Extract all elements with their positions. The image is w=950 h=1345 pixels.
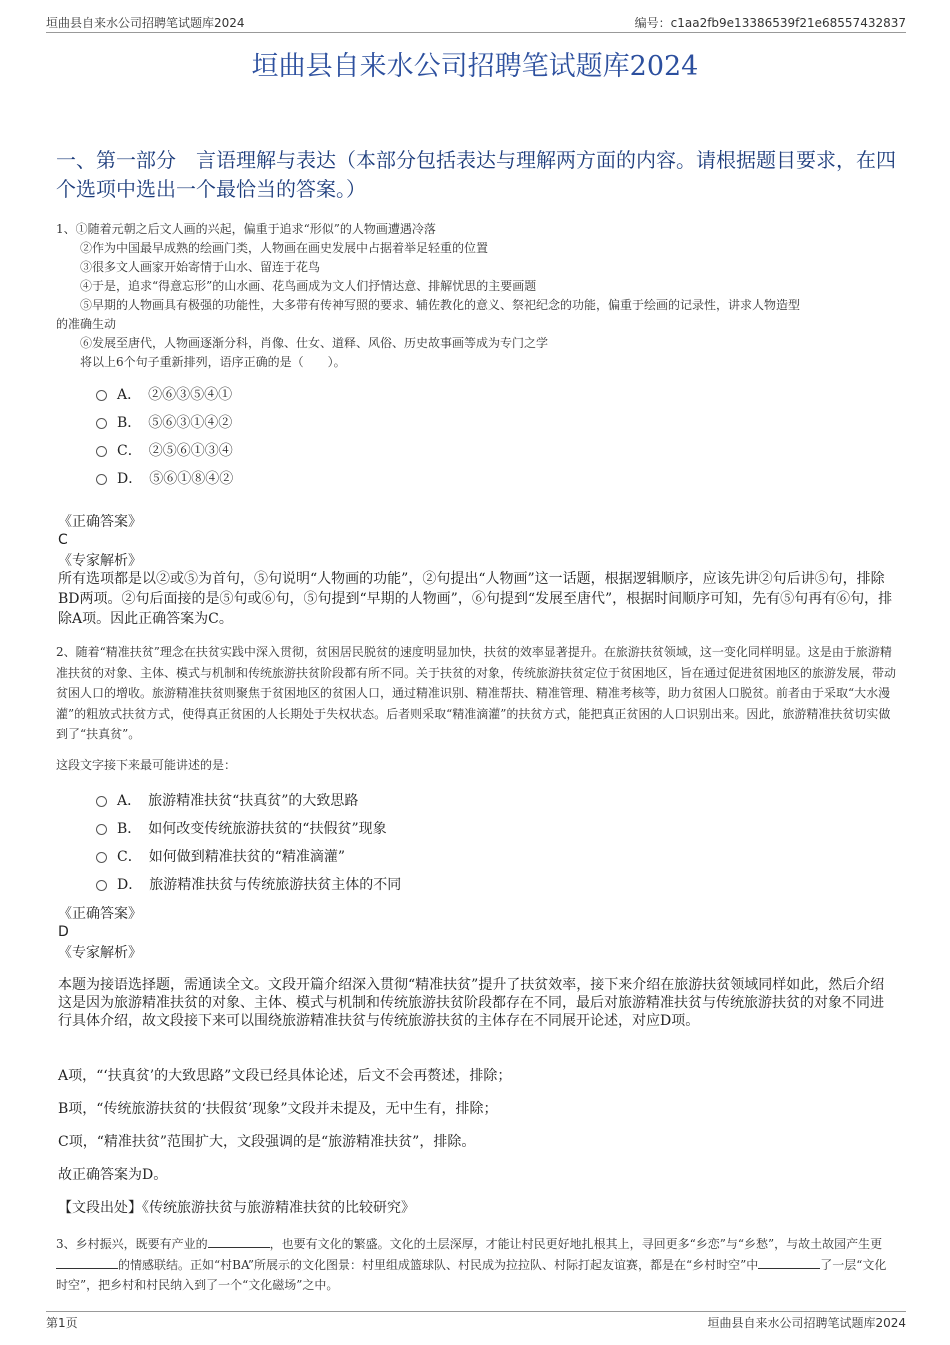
section-heading: 一、第一部分 言语理解与表达（本部分包括表达与理解两方面的内容。请根据题目要求，在四个选项中选出一个最恰当的答案。） bbox=[56, 148, 896, 201]
footer-page-number: 第1页 bbox=[46, 1316, 78, 1330]
radio-icon[interactable] bbox=[96, 796, 107, 807]
header-doc-title: 垣曲县自来水公司招聘笔试题库2024 bbox=[46, 16, 245, 30]
q1-line: ⑥发展至唐代，人物画逐渐分科，肖像、仕女、道释、风俗、历史故事画等成为专门之学 bbox=[80, 336, 549, 350]
q1-option-a[interactable] bbox=[96, 384, 232, 404]
radio-icon[interactable] bbox=[96, 852, 107, 863]
q3-blank-1[interactable] bbox=[208, 1235, 270, 1248]
q2-answer-label: 《正确答案》 bbox=[58, 906, 142, 922]
q1-prompt: 将以上6个句子重新排列，语序正确的是（ ）。 bbox=[80, 355, 346, 369]
q1-answer-label: 《正确答案》 bbox=[58, 514, 142, 530]
q1-option-label: D． ⑤⑥①⑧④② bbox=[117, 471, 234, 487]
q2-option-d[interactable] bbox=[96, 874, 401, 894]
question-1 bbox=[56, 220, 896, 372]
q1-option-label: B． ⑤⑥③①④② bbox=[117, 415, 233, 431]
q2-option-label: B． 如何改变传统旅游扶贫的“扶假贫”现象 bbox=[117, 821, 387, 837]
q1-option-d[interactable] bbox=[96, 468, 233, 488]
q2-question: 这段文字接下来最可能讲述的是： bbox=[56, 758, 237, 772]
q3-text: 了一层“文化时空”，把乡村和村民纳入到了一个“文化磁场”之中。 bbox=[56, 1257, 887, 1292]
q1-line: 的准确生动 bbox=[56, 317, 117, 331]
q1-analysis-label: 《专家解析》 bbox=[58, 553, 142, 569]
radio-icon[interactable] bbox=[96, 390, 107, 401]
q1-line: ④于是，追求“得意忘形”的山水画、花鸟画成为文人们抒情达意、排解忧思的主要画题 bbox=[80, 279, 537, 293]
footer-rule bbox=[46, 1311, 906, 1312]
q2-source: 【文段出处】《传统旅游扶贫与旅游精准扶贫的比较研究》 bbox=[58, 1200, 415, 1216]
q2-analysis-c: C项，“精准扶贫”范围扩大，文段强调的是“旅游精准扶贫”，排除。 bbox=[58, 1134, 476, 1150]
q3-text: 的情感联结。正如“村BA”所展示的文化图景：村里组成篮球队、村民成为拉拉队、村际打起友谊赛，都是在“乡村时空”中 bbox=[118, 1257, 759, 1272]
q2-analysis-a: A项，“‘扶真贫’的大致思路”文段已经具体论述，后文不会再赘述，排除； bbox=[58, 1068, 512, 1084]
q3-text: 3、乡村振兴，既要有产业的 bbox=[56, 1237, 208, 1251]
q2-stem: 2、随着“精准扶贫”理念在扶贫实践中深入贯彻，贫困居民脱贫的速度明显加快，扶贫的效率显著提升。在旅游扶贫领域，这一变化同样明显。这是由于旅游精准扶贫的对象、主体、模式与机制和传统旅游扶贫阶段都有所不同。关于扶贫的对象，传统旅游扶贫定位于贫困地区，旨在通过促进贫困地区的旅游发展，带动贫困人口的增收。旅游精准扶贫则聚焦于贫困地区的贫困人口，通过精准识别、精准帮扶、精准管理、精准考核等，助力贫困人口脱贫。前者由于采取“大水漫灌”的粗放式扶贫方式，使得真正贫困的人长期处于失权状态。后者则采取“精准滴灌”的扶贫方式，能把真正贫困的人口识别出来。因此，旅游精准扶贫切实做到了“扶真贫”。 bbox=[56, 645, 897, 741]
q2-option-label: C． 如何做到精准扶贫的“精准滴灌” bbox=[117, 849, 346, 865]
radio-icon[interactable] bbox=[96, 446, 107, 457]
q3-blank-2[interactable] bbox=[56, 1256, 118, 1269]
q1-option-b[interactable] bbox=[96, 412, 232, 432]
q2-answer: D bbox=[58, 924, 69, 940]
q1-line: ⑤早期的人物画具有极强的功能性，大多带有传神写照的要求、辅佐教化的意义、祭祀纪念的功能，偏重于绘画的记录性，讲求人物造型 bbox=[80, 298, 801, 312]
header-code-value: c1aa2fb9e13386539f21e68557432837 bbox=[670, 16, 906, 30]
radio-icon[interactable] bbox=[96, 418, 107, 429]
header-rule bbox=[46, 32, 906, 33]
page-title: 垣曲县自来水公司招聘笔试题库2024 bbox=[251, 51, 699, 82]
q2-option-a[interactable] bbox=[96, 790, 358, 810]
q1-line: ②作为中国最早成熟的绘画门类，人物画在画史发展中占据着举足轻重的位置 bbox=[80, 241, 489, 255]
question-3 bbox=[56, 1234, 898, 1296]
q3-text: ，也要有文化的繁盛。文化的土层深厚，才能让村民更好地扎根其上，寻回更多“乡恋”与“乡愁”，与故土故园产生更 bbox=[269, 1237, 883, 1251]
q1-option-label: A． ②⑥③⑤④① bbox=[117, 387, 233, 403]
q1-option-label: C． ②⑤⑥①③④ bbox=[117, 443, 233, 459]
q2-analysis-label: 《专家解析》 bbox=[58, 945, 142, 961]
q2-analysis-b: B项，“传统旅游扶贫的‘扶假贫’现象”文段并未提及，无中生有，排除； bbox=[58, 1101, 498, 1117]
header-doc-code bbox=[635, 14, 906, 31]
q1-line: ③很多文人画家开始寄情于山水、留连于花鸟 bbox=[80, 260, 321, 274]
footer-doc-title: 垣曲县自来水公司招聘笔试题库2024 bbox=[707, 1316, 906, 1330]
q2-option-label: D． 旅游精准扶贫与传统旅游扶贫主体的不同 bbox=[117, 877, 402, 893]
q1-option-c[interactable] bbox=[96, 440, 233, 460]
q3-blank-3[interactable] bbox=[758, 1256, 820, 1269]
q2-option-b[interactable] bbox=[96, 818, 387, 838]
radio-icon[interactable] bbox=[96, 880, 107, 891]
q1-analysis: 所有选项都是以②或⑤为首句，⑤句说明“人物画的功能”，②句提出“人物画”这一话题，根据逻辑顺序，应该先讲②句后讲⑤句，排除BD两项。②句后面接的是⑤句或⑥句，⑤句提到“早期的人物画”，⑥句提到“发展至唐代”，根据时间顺序可知，先有⑤句再有⑥句，排除A项。因此正确答案为C。 bbox=[58, 571, 893, 627]
radio-icon[interactable] bbox=[96, 824, 107, 835]
q1-line: 1、①随着元朝之后文人画的兴起，偏重于追求“形似”的人物画遭遇冷落 bbox=[56, 222, 436, 236]
q2-analysis-main: 本题为接语选择题，需通读全文。文段开篇介绍深入贯彻“精准扶贫”提升了扶贫效率，接下来介绍在旅游扶贫领域同样如此，然后介绍这是因为旅游精准扶贫的对象、主体、模式与机制和传统旅游扶贫阶段都存在不同，最后对旅游精准扶贫与传统旅游扶贫的对象不同进行具体介绍，故文段接下来可以围绕旅游精准扶贫与传统旅游扶贫的主体存在不同展开论述，对应D项。 bbox=[58, 977, 885, 1029]
q2-analysis-conclusion: 故正确答案为D。 bbox=[58, 1167, 168, 1183]
header-code-label: 编号： bbox=[634, 16, 671, 30]
radio-icon[interactable] bbox=[96, 474, 107, 485]
q1-answer: C bbox=[58, 532, 68, 548]
q2-option-label: A． 旅游精准扶贫“扶真贫”的大致思路 bbox=[117, 793, 359, 809]
q2-option-c[interactable] bbox=[96, 846, 345, 866]
